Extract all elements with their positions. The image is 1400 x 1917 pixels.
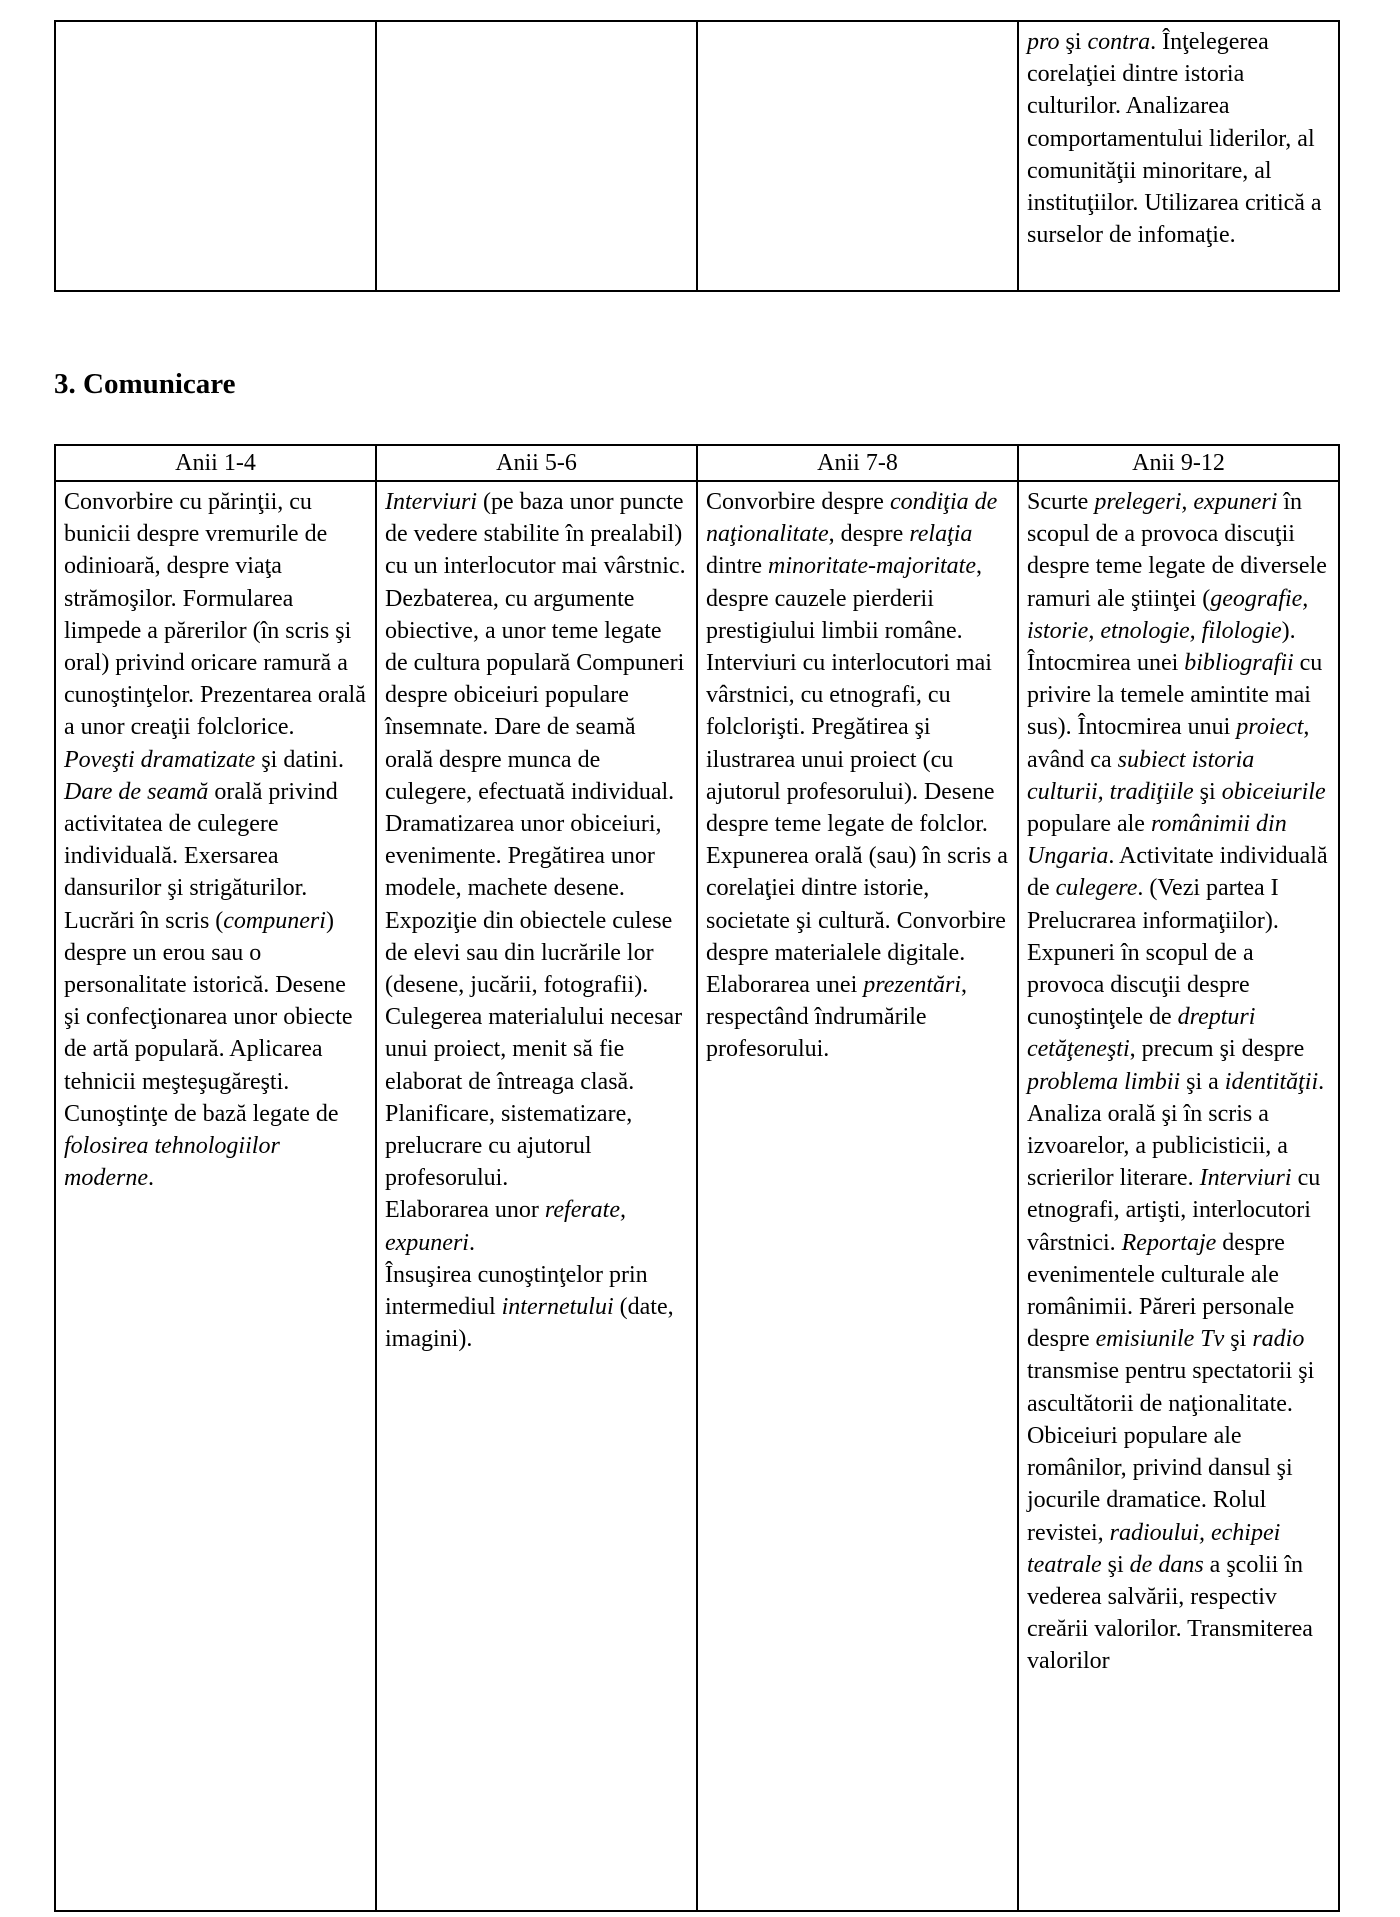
continued-table — [54, 20, 1340, 292]
italic-run: radio — [1252, 1326, 1305, 1353]
table-row — [55, 21, 1339, 291]
cell-text: Convorbire cu părinţii, cu bunicii despre vremurile de odinioară, despre viaţa strămoşilor. Formularea limpede a părerilor (în scris şi oral) privind oricare ramură a cunoştinţelor. Prezentarea orală a unor creaţii folclorice. Poveşti dramatizate şi datini. Dare de seamă orală privind activitatea de culegere individuală. Exersarea dansurilor şi strigăturilor. Lucrări în scris (compuneri) despre un erou sau o personalitate istorică. Desene şi confecţionarea unor obiecte de artă populară. Aplicarea tehnicii meşteşugăreşti. Cunoştinţe de bază legate de folosirea tehnologiilor moderne. — [64, 489, 366, 1192]
italic-run: Interviuri — [1199, 1165, 1292, 1192]
italic-run: problema limbii — [1027, 1068, 1181, 1095]
continued-cell-4 — [1018, 21, 1339, 291]
header-years-9-12: Anii 9-12 — [1018, 445, 1339, 481]
cell-text: Interviuri (pe baza unor puncte de vedere stabilite în prealabil) cu un interlocutor mai vârstnic. Dezbaterea, cu argumente obiective, a unor teme legate de cultura populară Compuneri despre obiceiuri populare însemnate. Dare de seamă orală despre munca de culegere, efectuată individual. Dramatizarea unor obiceiuri, evenimente. Pregătirea unor modele, machete desene. Expoziţie din obiectele culese de elevi sau din lucrările lor (desene, jucării, fotografii). Culegerea materialului necesar unui proiect, menit să fie elaborat de întreaga clasă. Planificare, sistematizare, prelucrare cu ajutorul profesorului. Elaborarea unor referate, expuneri. Însuşirea cunoştinţelor prin intermediul internetului (date, imagini). — [385, 489, 686, 1353]
section-heading: 3. Comunicare — [54, 368, 236, 400]
cell-years-7-8 — [697, 481, 1018, 1911]
header-years-5-6: Anii 5-6 — [376, 445, 697, 481]
header-years-1-4: Anii 1-4 — [55, 445, 376, 481]
italic-run: geografie, istorie, etnologie, filologie — [1027, 585, 1309, 644]
italic-run: românimii din Ungaria — [1027, 811, 1287, 870]
italic-run: prezentări — [863, 972, 962, 999]
italic-run: Interviuri — [385, 489, 477, 515]
italic-run: drepturi cetăţeneşti — [1027, 1004, 1256, 1063]
cell-text: pro şi contra. Înţelegerea corelaţiei dintre istoria culturilor. Analizarea comportamentului liderilor, al comunităţii minoritare, al instituţiilor. Utilizarea critică a surselor de infomaţie. — [1027, 29, 1322, 249]
italic-run: proiect — [1236, 714, 1304, 741]
italic-run: internetului — [501, 1294, 614, 1321]
italic-run: condiţia de naţionalitate — [706, 489, 998, 548]
communication-table — [54, 444, 1340, 1912]
header-row — [55, 445, 1339, 481]
italic-run: pro — [1027, 29, 1060, 55]
cell-text: Scurte prelegeri, expuneri în scopul de a provoca discuţii despre teme legate de diversele ramuri ale ştiinţei (geografie, istorie, etnologie, filologie). Întocmirea unei bibliografii cu privire la temele amintite mai sus). Întocmirea unui proiect, având ca subiect istoria culturii, tradiţiile şi obiceiurile populare ale românimii din Ungaria. Activitate individuală de culegere. (Vezi partea I Prelucrarea informaţiilor). Expuneri în scopul de a provoca discuţii despre cunoştinţele de drepturi cetăţeneşti, precum şi despre problema limbii şi a identităţii. Analiza orală şi în scris a izvoarelor, a publicisticii, a scrierilor literare. Interviuri cu etnografi, artişti, interlocutori vârstnici. Reportaje despre evenimentele culturale ale românimii. Păreri personale despre emisiunile Tv şi radio transmise pentru spectatorii şi ascultătorii de naţionalitate. Obiceiuri populare ale românilor, privind dansul şi jocurile dramatice. Rolul revistei, radioului, echipei teatrale şi de dans a şcolii în vederea salvării, respectiv creării valorilor. Transmiterea valorilor — [1027, 489, 1328, 1675]
italic-run: emisiunile Tv — [1095, 1326, 1225, 1353]
italic-run: de dans — [1129, 1551, 1204, 1578]
cell-years-9-12 — [1018, 481, 1339, 1911]
italic-run: identităţii — [1224, 1068, 1319, 1095]
italic-run: contra — [1087, 29, 1151, 55]
italic-run: radioului, echipei teatrale — [1027, 1519, 1281, 1578]
italic-run: relaţia — [909, 521, 973, 548]
italic-run: folosirea tehnologiilor moderne — [64, 1133, 280, 1192]
italic-run: bibliografii — [1184, 650, 1294, 677]
italic-run: obiceiurile — [1221, 778, 1326, 805]
cell-years-1-4 — [55, 481, 376, 1911]
cell-text: Convorbire despre condiţia de naţionalitate, despre relaţia dintre minoritate-majoritate, despre cauzele pierderii prestigiului limbii române. Interviuri cu interlocutori mai vârstnici, cu etnografi, cu folclorişti. Pregătirea şi ilustrarea unui proiect (cu ajutorul profesorului). Desene despre teme legate de folclor. Expunerea orală (sau) în scris a corelaţiei dintre istorie, societate şi cultură. Convorbire despre materialele digitale. Elaborarea unei prezentări, respectând îndrumările profesorului. — [706, 489, 1008, 1063]
italic-run: prelegeri, expuneri — [1094, 489, 1278, 515]
continued-cell-2 — [376, 21, 697, 291]
continued-cell-1 — [55, 21, 376, 291]
italic-run: subiect istoria culturii, tradiţiile — [1027, 746, 1255, 805]
italic-run: minoritate-majoritate — [767, 553, 976, 580]
italic-run: compuneri — [223, 907, 326, 934]
italic-run: Reportaje — [1121, 1229, 1217, 1256]
header-years-7-8: Anii 7-8 — [697, 445, 1018, 481]
cell-years-5-6 — [376, 481, 697, 1911]
italic-run: culegere — [1055, 875, 1138, 902]
continued-cell-3 — [697, 21, 1018, 291]
italic-run: Dare de seamă — [64, 778, 209, 805]
italic-run: Poveşti dramatizate — [64, 746, 256, 773]
italic-run: referate, expuneri — [385, 1197, 627, 1256]
table-row — [55, 481, 1339, 1911]
